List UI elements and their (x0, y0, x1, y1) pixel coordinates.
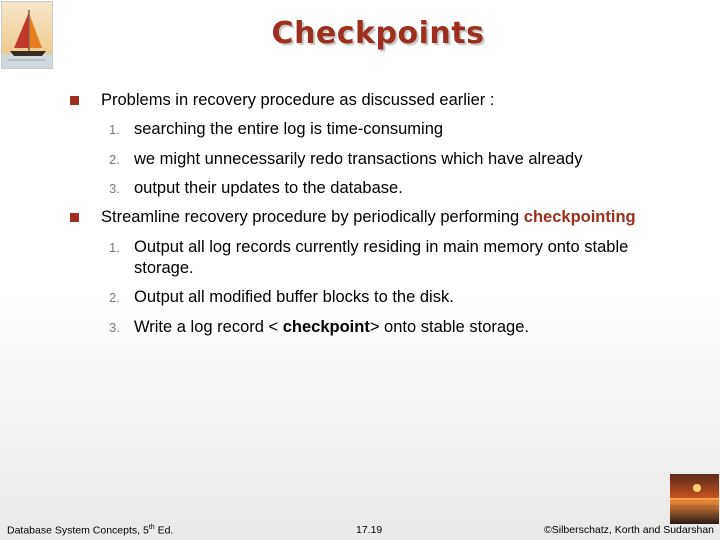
item-number: 3. (109, 320, 120, 335)
slide-content (69, 90, 689, 338)
bullet-text: Problems in recovery procedure as discussed earlier : (101, 91, 495, 109)
item-text: Output all modified buffer blocks to the disk. (134, 288, 454, 306)
item-text-before: Write a log record < (134, 318, 283, 336)
page-title: Checkpoints (271, 16, 485, 51)
bullet-square-icon (70, 213, 79, 222)
item-number: 2. (109, 152, 120, 167)
slide-number: 17.19 (356, 524, 383, 536)
footer-copyright: ©Silberschatz, Korth and Sudarshan (544, 524, 714, 536)
list-item (69, 119, 689, 140)
list-item (69, 149, 689, 170)
footer-edition-sup: th (148, 524, 155, 531)
list-item (69, 317, 689, 338)
list-item (69, 237, 689, 279)
item-number: 1. (109, 122, 120, 137)
list-item (69, 287, 689, 308)
bullet-problems (69, 90, 689, 111)
bullet-text: Streamline recovery procedure by periodically performing (101, 208, 524, 226)
item-text: searching the entire log is time-consuming (134, 120, 444, 138)
footer-left (7, 524, 173, 537)
bullet-square-icon (70, 96, 79, 105)
item-text-after: > onto stable storage. (369, 318, 529, 336)
highlight-term: checkpointing (523, 208, 636, 226)
sunset-icon (670, 474, 719, 524)
item-bold-term: checkpoint (282, 318, 370, 336)
footer-edition-suffix: Ed. (154, 524, 174, 537)
list-item (69, 178, 689, 199)
item-text: we might unnecessarily redo transactions which have already (134, 150, 583, 168)
item-number: 3. (109, 181, 120, 196)
item-text: Output all log records currently residing in main memory onto stable storage. (134, 238, 629, 277)
item-number: 1. (109, 240, 120, 255)
item-number: 2. (109, 290, 120, 305)
bullet-streamline (69, 207, 689, 228)
footer-book-title: Database System Concepts, 5 (7, 524, 149, 537)
item-text: output their updates to the database. (134, 179, 403, 197)
